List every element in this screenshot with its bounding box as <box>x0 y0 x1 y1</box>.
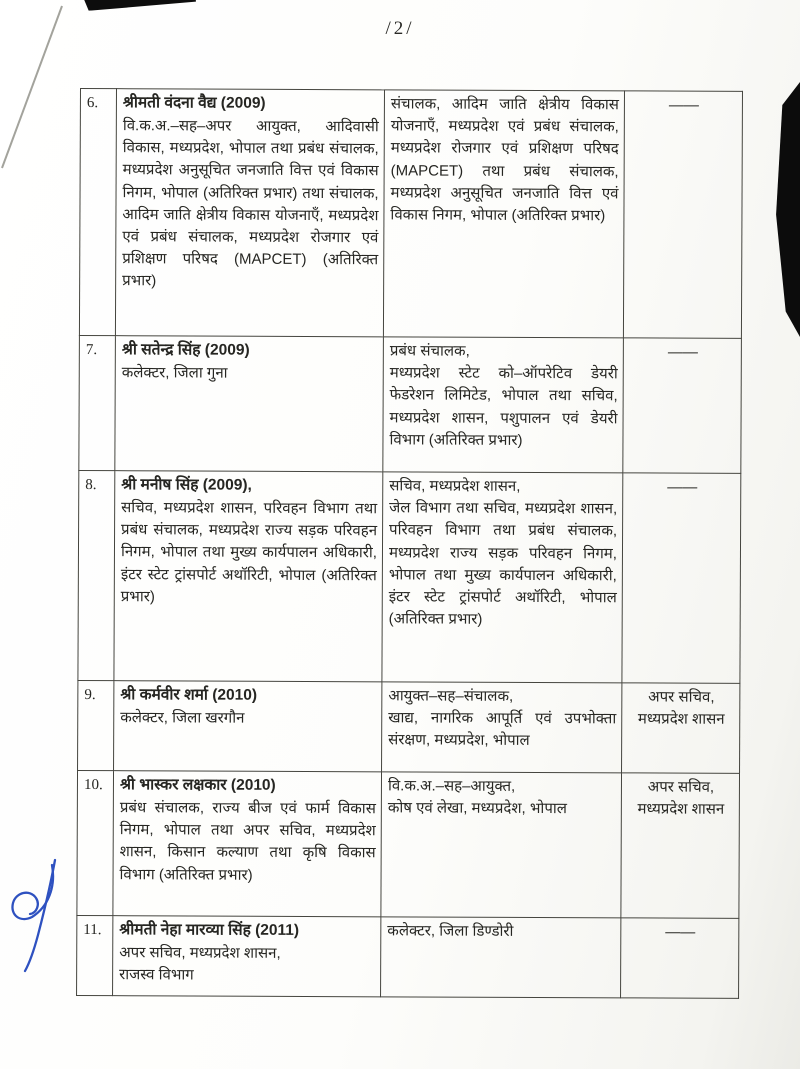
new-posting-text: सचिव, मध्यप्रदेश शासन, जेल विभाग तथा सचिव, मध्यप्रदेश शासन, परिवहन विभाग तथा प्रबंध संचालक, मध्यप्रदेश राज्य सड़क परिवहन निगम, भोपाल तथा मुख्य कार्यपालन अधिकारी, इंटर स्टेट ट्रांसपोर्ट अथॉरिटी, भोपाल (अतिरिक्त प्रभार) <box>388 477 618 628</box>
officer-name: श्रीमती नेहा मारव्या सिंह (2011) <box>119 921 300 939</box>
table-row <box>78 680 740 773</box>
serial-number-cell <box>78 680 114 770</box>
page-number: /2/ <box>385 18 415 39</box>
new-posting-text: वि.क.अ.–सह–आयुक्त, कोष एवं लेखा, मध्यप्रदेश, भोपाल <box>387 777 567 818</box>
officer-cell <box>114 681 382 772</box>
table-row <box>79 89 742 339</box>
serial-number-cell <box>78 470 115 680</box>
new-posting-cell <box>383 90 624 338</box>
officer-name: श्री मनीष सिंह (2009), <box>121 476 252 494</box>
table-row <box>77 770 740 918</box>
remarks-cell: —— <box>621 918 739 999</box>
table-row <box>77 915 739 998</box>
officer-cell <box>115 336 384 472</box>
new-posting-cell <box>381 917 621 998</box>
remarks-cell: —— <box>622 473 741 684</box>
officer-current-post: वि.क.अ.–सह–अपर आयुक्त, आदिवासी विकास, मध्यप्रदेश, भोपाल तथा प्रबंध संचालक, मध्यप्रदेश अनुसूचित जनजाति वित्त एवं विकास निगम, भोपाल (अतिरिक्त प्रभार) तथा संचालक, आदिम जाति क्षेत्रीय विकास योजनाएँ, मध्यप्रदेश एवं प्रबंध संचालक, मध्यप्रदेश रोजगार एवं प्रशिक्षण परिषद (MAPCET) (अतिरिक्त प्रभार) <box>122 117 379 290</box>
new-posting-cell <box>381 772 622 918</box>
new-posting-cell <box>382 682 622 773</box>
officer-cell <box>113 771 382 917</box>
table-row <box>79 335 742 473</box>
serial-number-cell <box>77 915 113 995</box>
remarks-cell: —— <box>623 91 742 339</box>
new-posting-cell <box>383 337 624 473</box>
serial-number: 9. <box>84 687 96 704</box>
officer-name: श्री भास्कर लक्षकार (2010) <box>119 776 276 794</box>
new-posting-text: संचालक, आदिम जाति क्षेत्रीय विकास योजनाएँ, मध्यप्रदेश एवं प्रबंध संचालक, मध्यप्रदेश रोजगार एवं प्रशिक्षण परिषद (MAPCET) तथा प्रबंध संचालक, मध्यप्रदेश अनुसूचित जनजाति वित्त एवं विकास निगम, भोपाल (अतिरिक्त प्रभार) <box>390 95 619 225</box>
scan-artifact-right-edge <box>774 82 800 337</box>
remarks-cell: अपर सचिव, मध्यप्रदेश शासन <box>622 683 740 774</box>
officer-current-post: कलेक्टर, जिला गुना <box>121 364 228 382</box>
serial-number-cell <box>77 770 114 915</box>
serial-number-cell <box>79 89 116 336</box>
remarks-cell: अपर सचिव, मध्यप्रदेश शासन <box>621 773 740 919</box>
new-posting-text: आयुक्त–सह–संचालक, खाद्य, नागरिक आपूर्ति एवं उपभोक्ता संरक्षण, मध्यप्रदेश, भोपाल <box>388 687 617 750</box>
serial-number: 11. <box>83 922 102 939</box>
scan-artifact-top-bar <box>84 0 196 11</box>
new-posting-text: प्रबंध संचालक, मध्यप्रदेश स्टेट को–ऑपरेटिव डेयरी फेडरेशन लिमिटेड, भोपाल तथा सचिव, मध्यप्रदेश शासन, पशुपालन एवं डेयरी विभाग (अतिरिक्त प्रभार) <box>389 342 618 449</box>
new-posting-text: कलेक्टर, जिला डिण्डोरी <box>387 922 514 940</box>
officer-current-post: सचिव, मध्यप्रदेश शासन, परिवहन विभाग तथा प्रबंध संचालक, मध्यप्रदेश राज्य सड़क परिवहन निगम, भोपाल तथा मुख्य कार्यपालन अधिकारी, इंटर स्टेट ट्रांसपोर्ट अथॉरिटी, भोपाल (अतिरिक्त प्रभार) <box>120 499 378 606</box>
officer-cell <box>113 916 381 997</box>
new-posting-cell <box>382 472 623 683</box>
remarks-cell: —— <box>623 338 742 474</box>
officials-table <box>76 88 743 999</box>
officer-name: श्री सतेन्द्र सिंह (2009) <box>121 341 250 359</box>
officer-name: श्री कर्मवीर शर्मा (2010) <box>120 686 258 704</box>
serial-number: 6. <box>86 95 99 112</box>
table-row <box>78 470 741 683</box>
serial-number: 7. <box>85 342 98 359</box>
serial-number-cell <box>79 335 116 470</box>
officer-cell <box>115 89 384 337</box>
officer-current-post: कलेक्टर, जिला खरगौन <box>120 709 245 727</box>
officer-current-post: अपर सचिव, मध्यप्रदेश शासन, राजस्व विभाग <box>119 944 281 984</box>
signature-scribble <box>6 856 64 976</box>
officer-name: श्रीमती वंदना वैद्य (2009) <box>122 94 266 112</box>
serial-number: 10. <box>83 777 103 794</box>
serial-number: 8. <box>85 477 97 494</box>
officer-current-post: प्रबंध संचालक, राज्य बीज एवं फार्म विकास निगम, भोपाल तथा अपर सचिव, मध्यप्रदेश शासन, किसान कल्याण तथा कृषि विकास विभाग (अतिरिक्त प्रभार) <box>119 799 376 884</box>
officer-cell <box>114 471 383 682</box>
